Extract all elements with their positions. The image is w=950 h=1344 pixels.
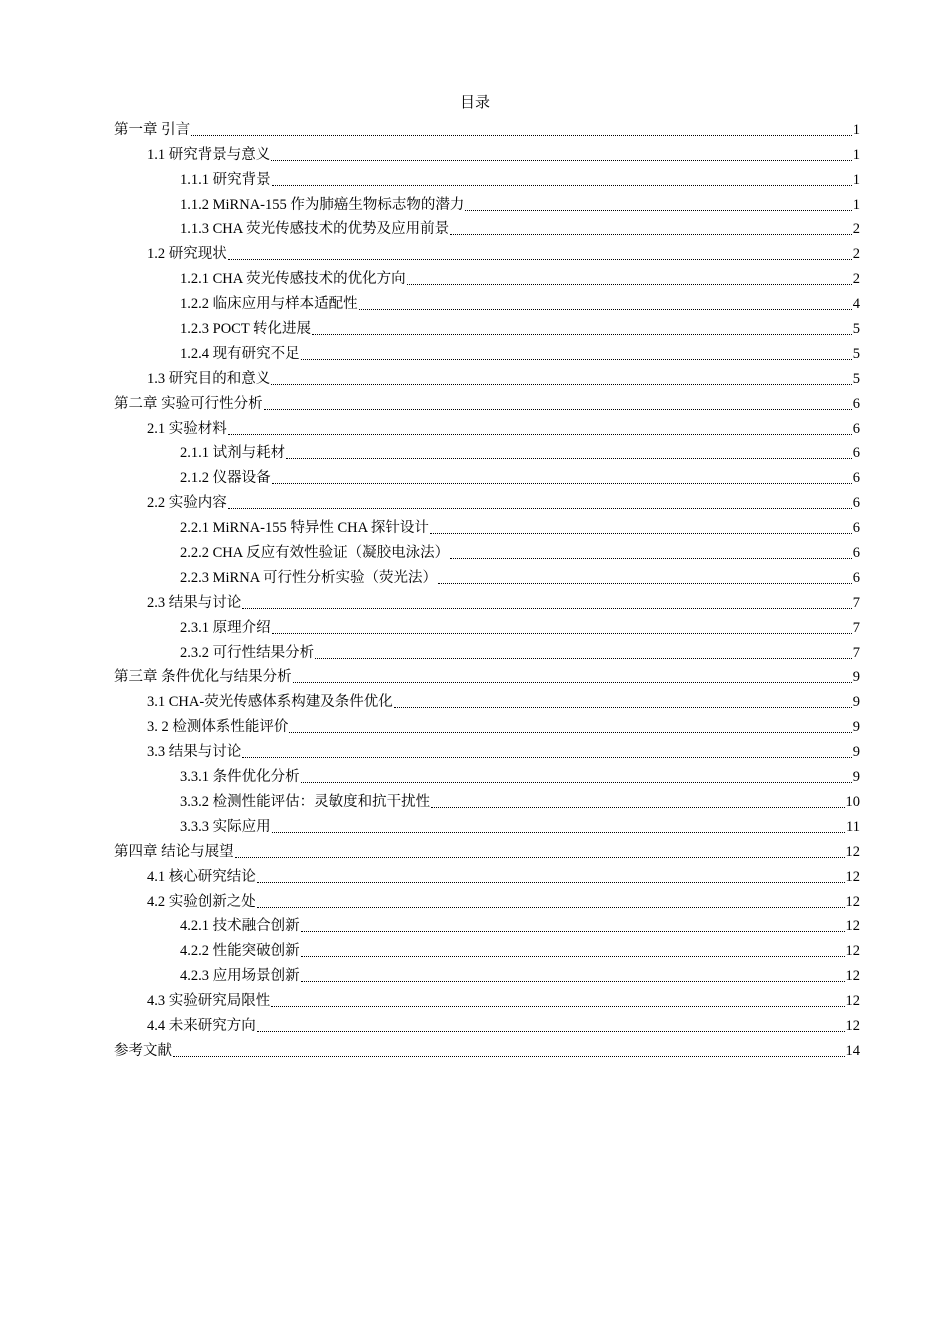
toc-entry-page-number: 4: [852, 296, 860, 313]
toc-entry-label: 第二章 实验可行性分析: [114, 395, 263, 412]
dot-leader: [450, 557, 852, 559]
dot-leader: [394, 706, 852, 708]
dot-leader: [315, 657, 852, 659]
toc-entry-label: 2.2.1 MiRNA-155 特异性 CHA 探针设计: [180, 520, 429, 537]
dot-leader: [257, 906, 845, 908]
toc-entry-page-number: 6: [852, 445, 860, 462]
toc-entry-label: 3.3 结果与讨论: [147, 744, 242, 761]
toc-entry[interactable]: [114, 564, 860, 589]
toc-entry-label: 2.1 实验材料: [147, 420, 227, 437]
toc-entry-label: 1.3 研究目的和意义: [147, 370, 271, 387]
toc-entry[interactable]: [114, 216, 860, 241]
dot-leader: [228, 507, 852, 509]
toc-entry-label: 1.1 研究背景与意义: [147, 146, 271, 163]
toc-entry-label: 1.2.4 现有研究不足: [180, 345, 300, 362]
toc-entry-page-number: 1: [852, 171, 860, 188]
dot-leader: [272, 831, 845, 833]
dot-leader: [450, 233, 852, 235]
toc-entry[interactable]: [114, 589, 860, 614]
toc-entry[interactable]: [114, 539, 860, 564]
toc-entry[interactable]: [114, 1012, 860, 1037]
dot-leader: [301, 955, 845, 957]
toc-entry-label: 4.2.1 技术融合创新: [180, 918, 300, 935]
toc-entry-page-number: 12: [845, 893, 860, 910]
toc-entry-page-number: 6: [852, 545, 860, 562]
dot-leader: [271, 159, 852, 161]
toc-entry[interactable]: [114, 614, 860, 639]
toc-entry-label: 第三章 条件优化与结果分析: [114, 669, 292, 686]
toc-entry-page-number: 11: [846, 818, 860, 835]
toc-entry[interactable]: [114, 863, 860, 888]
toc-entry-page-number: 2: [852, 271, 860, 288]
dot-leader: [191, 134, 852, 136]
toc-entry-page-number: 5: [852, 345, 860, 362]
toc-entry[interactable]: [114, 788, 860, 813]
toc-entry[interactable]: [114, 838, 860, 863]
toc-entry-label: 2.2.3 MiRNA 可行性分析实验（荧光法）: [180, 569, 437, 586]
toc-entry[interactable]: [114, 390, 860, 415]
toc-entry[interactable]: [114, 464, 860, 489]
dot-leader: [257, 1030, 845, 1032]
toc-list: [114, 116, 860, 1062]
dot-leader: [286, 457, 852, 459]
toc-entry-page-number: 12: [845, 843, 860, 860]
toc-entry[interactable]: [114, 440, 860, 465]
toc-entry-page-number: 12: [845, 943, 860, 960]
toc-entry-label: 4.2.2 性能突破创新: [180, 943, 300, 960]
toc-entry-page-number: 6: [852, 569, 860, 586]
toc-entry-label: 1.1.3 CHA 荧光传感技术的优势及应用前景: [180, 221, 450, 238]
toc-entry-label: 1.2 研究现状: [147, 246, 227, 263]
toc-entry-label: 1.1.1 研究背景: [180, 171, 271, 188]
dot-leader: [228, 433, 852, 435]
toc-entry-page-number: 1: [852, 196, 860, 213]
toc-entry-page-number: 14: [845, 1042, 860, 1059]
toc-entry[interactable]: [114, 962, 860, 987]
toc-entry[interactable]: [114, 315, 860, 340]
dot-leader: [235, 856, 845, 858]
toc-entry-label: 3. 2 检测体系性能评价: [147, 719, 289, 736]
dot-leader: [242, 607, 852, 609]
toc-entry[interactable]: [114, 738, 860, 763]
toc-entry[interactable]: [114, 913, 860, 938]
toc-entry-page-number: 1: [852, 146, 860, 163]
toc-entry[interactable]: [114, 489, 860, 514]
dot-leader: [257, 881, 845, 883]
dot-leader: [272, 482, 852, 484]
toc-entry-label: 4.4 未来研究方向: [147, 1017, 256, 1034]
toc-entry[interactable]: [114, 116, 860, 141]
dot-leader: [430, 532, 852, 534]
dot-leader: [438, 582, 852, 584]
dot-leader: [271, 1005, 844, 1007]
toc-entry-label: 2.2 实验内容: [147, 495, 227, 512]
dot-leader: [272, 632, 852, 634]
toc-entry[interactable]: [114, 514, 860, 539]
toc-entry-page-number: 2: [852, 246, 860, 263]
toc-entry-page-number: 12: [845, 918, 860, 935]
dot-leader: [301, 358, 852, 360]
toc-entry-label: 2.3.1 原理介绍: [180, 619, 271, 636]
toc-entry-label: 第一章 引言: [114, 121, 191, 138]
toc-entry[interactable]: [114, 888, 860, 913]
toc-entry-page-number: 6: [852, 470, 860, 487]
toc-entry-page-number: 9: [852, 669, 860, 686]
toc-entry[interactable]: [114, 664, 860, 689]
toc-entry-label: 2.2.2 CHA 反应有效性验证（凝胶电泳法）: [180, 545, 450, 562]
toc-entry-label: 第四章 结论与展望: [114, 843, 234, 860]
dot-leader: [312, 333, 852, 335]
toc-entry-label: 4.1 核心研究结论: [147, 868, 256, 885]
toc-entry-page-number: 7: [852, 619, 860, 636]
dot-leader: [359, 308, 852, 310]
toc-entry-label: 2.1.1 试剂与耗材: [180, 445, 286, 462]
toc-entry[interactable]: [114, 688, 860, 713]
toc-entry-page-number: 9: [852, 719, 860, 736]
toc-entry[interactable]: [114, 166, 860, 191]
dot-leader: [465, 209, 851, 211]
dot-leader: [407, 283, 852, 285]
toc-entry-page-number: 7: [852, 594, 860, 611]
toc-entry-page-number: 2: [852, 221, 860, 238]
toc-entry[interactable]: [114, 813, 860, 838]
toc-entry[interactable]: [114, 639, 860, 664]
toc-entry-label: 1.1.2 MiRNA-155 作为肺癌生物标志物的潜力: [180, 196, 465, 213]
dot-leader: [271, 383, 852, 385]
toc-entry-label: 3.3.2 检测性能评估：灵敏度和抗干扰性: [180, 793, 431, 810]
toc-entry-label: 1.2.2 临床应用与样本适配性: [180, 296, 358, 313]
toc-entry-label: 4.2 实验创新之处: [147, 893, 256, 910]
toc-entry-page-number: 12: [845, 868, 860, 885]
dot-leader: [242, 756, 852, 758]
toc-entry-page-number: 5: [852, 321, 860, 338]
toc-entry[interactable]: [114, 365, 860, 390]
toc-entry-label: 参考文献: [114, 1042, 172, 1059]
toc-entry-label: 1.2.3 POCT 转化进展: [180, 321, 312, 338]
toc-entry-label: 1.2.1 CHA 荧光传感技术的优化方向: [180, 271, 406, 288]
toc-entry[interactable]: [114, 290, 860, 315]
toc-entry[interactable]: [114, 415, 860, 440]
dot-leader: [293, 681, 852, 683]
toc-entry-label: 2.3.2 可行性结果分析: [180, 644, 315, 661]
toc-entry-page-number: 9: [852, 744, 860, 761]
toc-entry-page-number: 10: [845, 793, 860, 810]
dot-leader: [301, 781, 852, 783]
toc-entry-page-number: 6: [852, 395, 860, 412]
toc-entry-page-number: 12: [845, 993, 860, 1010]
toc-entry-page-number: 6: [852, 420, 860, 437]
dot-leader: [228, 258, 852, 260]
toc-entry-label: 4.2.3 应用场景创新: [180, 968, 300, 985]
toc-title: 目录: [459, 95, 490, 111]
toc-entry-page-number: 7: [852, 644, 860, 661]
toc-entry-page-number: 12: [845, 968, 860, 985]
toc-entry[interactable]: [114, 265, 860, 290]
toc-entry[interactable]: [114, 141, 860, 166]
toc-entry-label: 4.3 实验研究局限性: [147, 993, 271, 1010]
toc-entry-page-number: 5: [852, 370, 860, 387]
toc-entry-page-number: 1: [852, 121, 860, 138]
dot-leader: [272, 184, 852, 186]
dot-leader: [264, 408, 852, 410]
dot-leader: [173, 1055, 845, 1057]
toc-entry-label: 2.3 结果与讨论: [147, 594, 242, 611]
toc-entry[interactable]: [114, 340, 860, 365]
dot-leader: [289, 731, 851, 733]
toc-entry[interactable]: [114, 191, 860, 216]
toc-entry-label: 2.1.2 仪器设备: [180, 470, 271, 487]
dot-leader: [431, 806, 844, 808]
toc-entry[interactable]: [114, 713, 860, 738]
toc-entry-label: 3.3.3 实际应用: [180, 818, 271, 835]
toc-entry[interactable]: [114, 1037, 860, 1062]
dot-leader: [301, 980, 845, 982]
toc-entry-label: 3.3.1 条件优化分析: [180, 769, 300, 786]
toc-entry-page-number: 6: [852, 495, 860, 512]
toc-entry-page-number: 9: [852, 694, 860, 711]
toc-entry[interactable]: [114, 240, 860, 265]
toc-entry[interactable]: [114, 937, 860, 962]
toc-entry[interactable]: [114, 987, 860, 1012]
toc-entry-label: 3.1 CHA-荧光传感体系构建及条件优化: [147, 694, 393, 711]
toc-entry[interactable]: [114, 763, 860, 788]
toc-entry-page-number: 12: [845, 1017, 860, 1034]
dot-leader: [301, 930, 845, 932]
toc-entry-page-number: 6: [852, 520, 860, 537]
toc-entry-page-number: 9: [852, 769, 860, 786]
